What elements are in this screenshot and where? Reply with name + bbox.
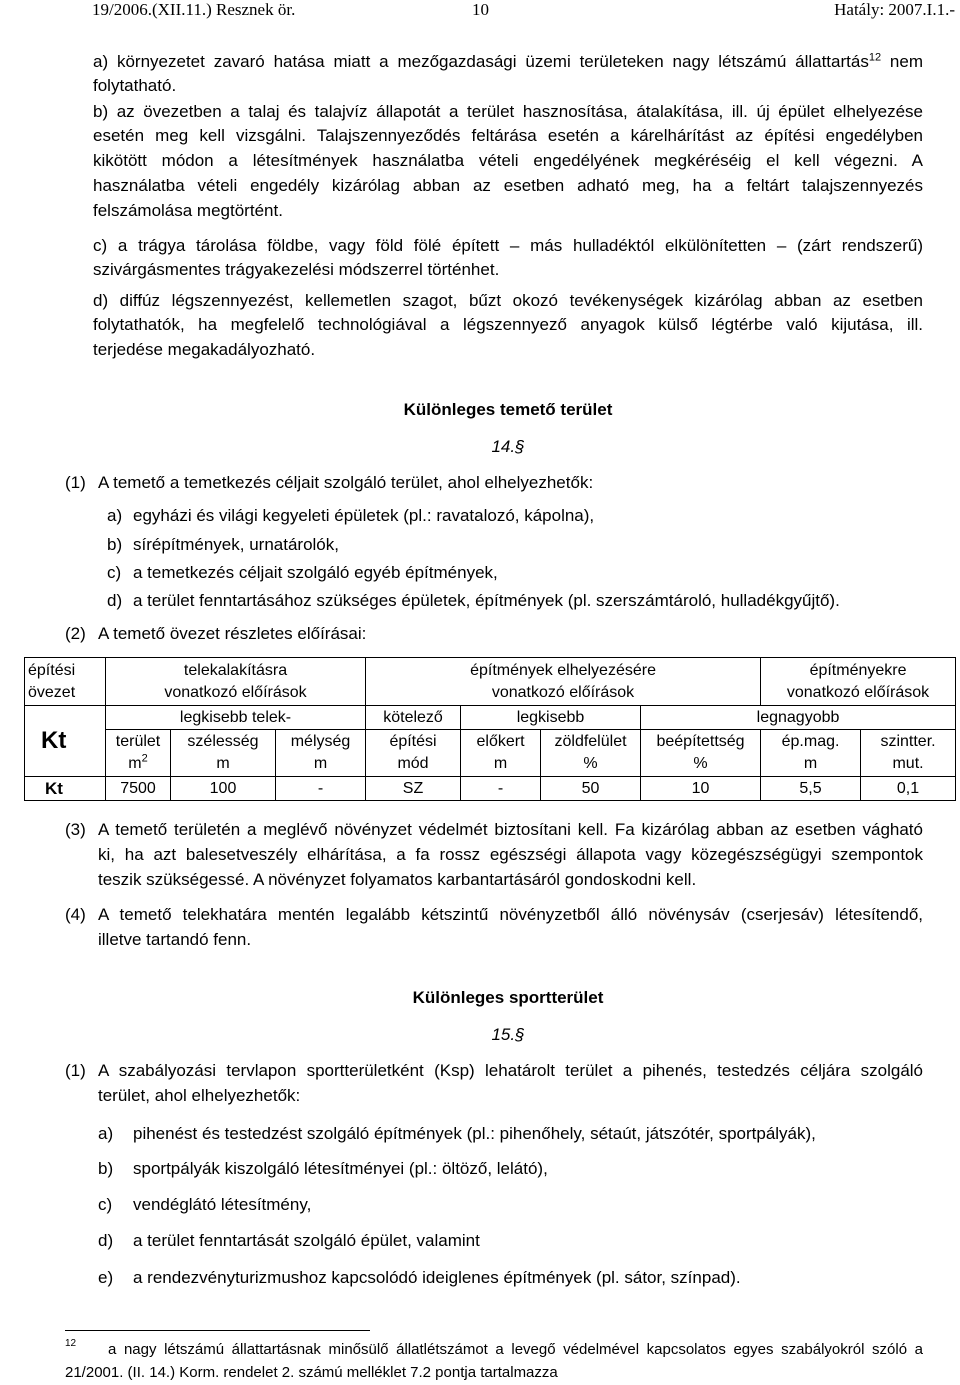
list-item [98, 1159, 548, 1179]
footnote-line-1: a nagy létszámú állattartásnak minősülő állatlétszámot a levegő védelmével kapcsolatos egyes szabályokról szóló a [108, 1341, 923, 1358]
column-header [861, 730, 956, 777]
list-item-label: b) [107, 535, 123, 554]
list-item [107, 591, 840, 611]
list-item-label: b) [98, 1159, 114, 1178]
column-header [171, 730, 276, 777]
list-item-label: a) [98, 1124, 114, 1143]
paragraph-text: A temető övezet részletes előírásai: [98, 624, 367, 643]
item-d-line-1: d) diffúz légszennyezést, kellemetlen szagot, bűzt okozó tevékenységek kizárólag abban az esetben [93, 291, 923, 310]
list-item-label: e) [98, 1268, 114, 1287]
table-cell: - [276, 777, 366, 801]
header-line: vonatkozó előírások [786, 683, 930, 701]
column-unit: % [583, 755, 598, 772]
footnote-mark-number: 12 [65, 1338, 77, 1349]
section-title: Különleges sportterület [412, 988, 604, 1007]
table-row [25, 777, 956, 801]
section-title: Különleges temető terület [403, 400, 613, 419]
column-name: szélesség [187, 733, 259, 750]
item-b-line-4: használatba vételi engedély kizárólag abban az esetben adható meg, ha a feltárt talajszennyezés [93, 176, 923, 195]
paragraph-4-line-2: illetve tartandó fenn. [98, 930, 252, 949]
footnote-ref: 12 [868, 52, 882, 64]
column-header [461, 730, 541, 777]
column-name: beépítettség [656, 733, 745, 750]
header-line: telekalakításra [183, 661, 288, 679]
column-name: ép.mag. [781, 733, 840, 750]
list-item-label: c) [107, 563, 122, 582]
table-cell-zone: Kt [25, 777, 106, 801]
item-b-line-2: esetén meg kell vizsgálni. Talajszennyeződés feltárása esetén a kárelhárítást az építési engedélyben [93, 126, 923, 145]
list-item-text: sportpályák kiszolgáló létesítményei (pl.: öltöző, lelátó), [133, 1159, 548, 1178]
zone-code: Kt [25, 706, 106, 777]
column-unit: m [803, 755, 818, 772]
header-line: vonatkozó előírások [491, 683, 635, 701]
item-b-line-3: kikötött módon a létesítmények használatba vételi engedélyének megkéréséig el kell végezni. A [93, 151, 923, 170]
table-cell: 7500 [106, 777, 171, 801]
column-header [366, 730, 461, 777]
section-number: 14.§ [491, 437, 525, 456]
column-header [276, 730, 366, 777]
subheader-max: legnagyobb [641, 706, 956, 730]
table-cell: 10 [641, 777, 761, 801]
paragraph-label: (4) [65, 905, 86, 924]
paragraph-1 [65, 473, 593, 493]
column-header [541, 730, 641, 777]
paragraph-label: (2) [65, 624, 86, 643]
paragraph-text: A temető területén a meglévő növényzet védelmét biztosítani kell. Fa kizárólag abban az esetben vágható [98, 820, 923, 839]
item-d-line-3: terjedése megakadályozható. [93, 340, 316, 359]
paragraph-text: A temető a temetkezés céljait szolgáló terület, ahol elhelyezhetők: [98, 473, 594, 492]
column-unit [106, 753, 170, 775]
list-item-text: egyházi és világi kegyeleti épületek (pl.: ravatalozó, kápolna), [133, 506, 595, 525]
column-name: mélység [290, 733, 351, 750]
header-page-number: 10 [472, 0, 489, 19]
header-effective-date: Hatály: 2007.I.1.- [834, 0, 955, 19]
item-c-line-1: c) a trágya tárolása földbe, vagy föld fölé épített – más hulladéktól elkülönítetten – (zárt rendszerű) [93, 236, 923, 255]
table-cell: 0,1 [861, 777, 956, 801]
item-a-text: a) környezetet zavaró hatása miatt a mezőgazdasági üzemi területeken nagy létszámú állattartás [93, 52, 869, 71]
header-plot-rules [106, 658, 366, 706]
list-item-label: d) [98, 1231, 114, 1250]
zoning-table [24, 657, 956, 801]
item-a-text-end: nem [881, 52, 923, 71]
column-unit: m [493, 755, 508, 772]
header-line: építmények elhelyezésére [470, 661, 656, 679]
section-number: 15.§ [491, 1025, 525, 1044]
paragraph-1-line-1 [65, 1061, 923, 1081]
column-unit: % [693, 755, 708, 772]
paragraph-4-line-1 [65, 905, 923, 925]
list-item [98, 1231, 480, 1251]
column-unit-text: m [128, 755, 142, 772]
table-cell: 100 [171, 777, 276, 801]
table-header-row [25, 658, 956, 706]
column-unit: m [313, 755, 328, 772]
header-building-rules [761, 658, 956, 706]
list-item-text: vendéglátó létesítmény, [133, 1195, 312, 1214]
list-item-label: a) [107, 506, 123, 525]
header-zone [25, 658, 106, 706]
list-item-text: sírépítmények, urnatárolók, [133, 535, 339, 554]
list-item-text: a temetkezés céljait szolgáló egyéb építmények, [133, 563, 498, 582]
header-zone-line: építési [28, 661, 76, 679]
footnote-line-2: 21/2001. (II. 14.) Korm. rendelet 2. számú melléklet 7.2 pontja tartalmazza [65, 1364, 558, 1381]
list-item-text: a rendezvényturizmushoz kapcsolódó ideiglenes építmények (pl. sátor, színpad). [133, 1268, 741, 1287]
column-name: zöldfelület [554, 733, 627, 750]
paragraph-text: A szabályozási tervlapon sportterületként (Ksp) lehatárolt terület a pihenés, testedzés céljára szolgáló [98, 1061, 923, 1080]
item-a-line-1 [93, 52, 923, 72]
list-item-text: a terület fenntartását szolgáló épület, valamint [133, 1231, 480, 1250]
column-name: építési [389, 733, 437, 750]
table-cell: 5,5 [761, 777, 861, 801]
list-item [107, 563, 498, 583]
column-header [106, 730, 171, 777]
column-unit: m [216, 755, 230, 772]
item-c-line-2: szivárgásmentes trágyakezelési módszerrel történhet. [93, 260, 500, 279]
paragraph-2 [65, 624, 366, 644]
header-zone-line: övezet [28, 683, 76, 701]
table-cell: 50 [541, 777, 641, 801]
item-b-line-5: felszámolása megtörtént. [93, 201, 283, 220]
column-unit-sup: 2 [141, 752, 148, 765]
list-item-label: c) [98, 1195, 113, 1214]
column-name: előkert [476, 733, 525, 750]
header-line: vonatkozó előírások [164, 683, 307, 701]
table-cell: SZ [366, 777, 461, 801]
footnote-mark [65, 1338, 76, 1358]
list-item [98, 1268, 741, 1288]
item-b-line-1: b) az övezetben a talaj és talajvíz állapotát a terület hasznosítása, átalakítása, ill. új épület elhelyezése [93, 102, 923, 121]
header-placement-rules [366, 658, 761, 706]
column-unit: mut. [892, 755, 924, 772]
paragraph-label: (3) [65, 820, 86, 839]
list-item-label: d) [107, 591, 123, 610]
table-column-row [25, 730, 956, 777]
header-regulation-id: 19/2006.(XII.11.) Resznek ör. [92, 0, 296, 19]
list-item [98, 1195, 311, 1215]
paragraph-3-line-3: teszik szükségessé. A növényzet folyamatos karbantartásáról gondoskodni kell. [98, 870, 697, 889]
column-header [761, 730, 861, 777]
table-subheader-row [25, 706, 956, 730]
paragraph-text: A temető telekhatára mentén legalább kétszintű növényzetből álló növénysáv (cserjesáv) létesítendő, [98, 905, 923, 924]
subheader-mandatory: kötelező [366, 706, 461, 730]
column-unit: mód [397, 755, 429, 772]
list-item [107, 506, 594, 526]
item-a-line-2: folytatható. [93, 76, 177, 95]
paragraph-3-line-1 [65, 820, 923, 840]
paragraph-label: (1) [65, 473, 86, 492]
column-header [641, 730, 761, 777]
paragraph-1-line-2: terület, ahol elhelyezhetők: [98, 1086, 301, 1105]
subheader-min-plot: legkisebb telek- [106, 706, 366, 730]
list-item-text: pihenést és testedzést szolgáló építmények (pl.: pihenőhely, sétaút, játszótér, sportpályák), [133, 1124, 816, 1143]
subheader-min: legkisebb [461, 706, 641, 730]
header-line: építményekre [809, 661, 907, 679]
column-name: szintter. [880, 733, 936, 750]
list-item [107, 535, 339, 555]
item-d-line-2: folytathatók, ha megfelelő technológiával a légszennyező anyagok külső légtérbe való kijutása, ill. [93, 315, 923, 334]
column-name: terület [115, 733, 161, 750]
table-cell: - [461, 777, 541, 801]
footnote-divider [65, 1330, 370, 1331]
list-item-text: a terület fenntartásához szükséges épületek, építmények (pl. szerszámtároló, hulladékgyűjtő). [133, 591, 840, 610]
list-item [98, 1124, 816, 1144]
paragraph-label: (1) [65, 1061, 86, 1080]
paragraph-3-line-2: ki, ha azt balesetveszély elhárítása, a fa rossz egészségi állapota vagy közegészségügyi szempontok [98, 845, 923, 864]
